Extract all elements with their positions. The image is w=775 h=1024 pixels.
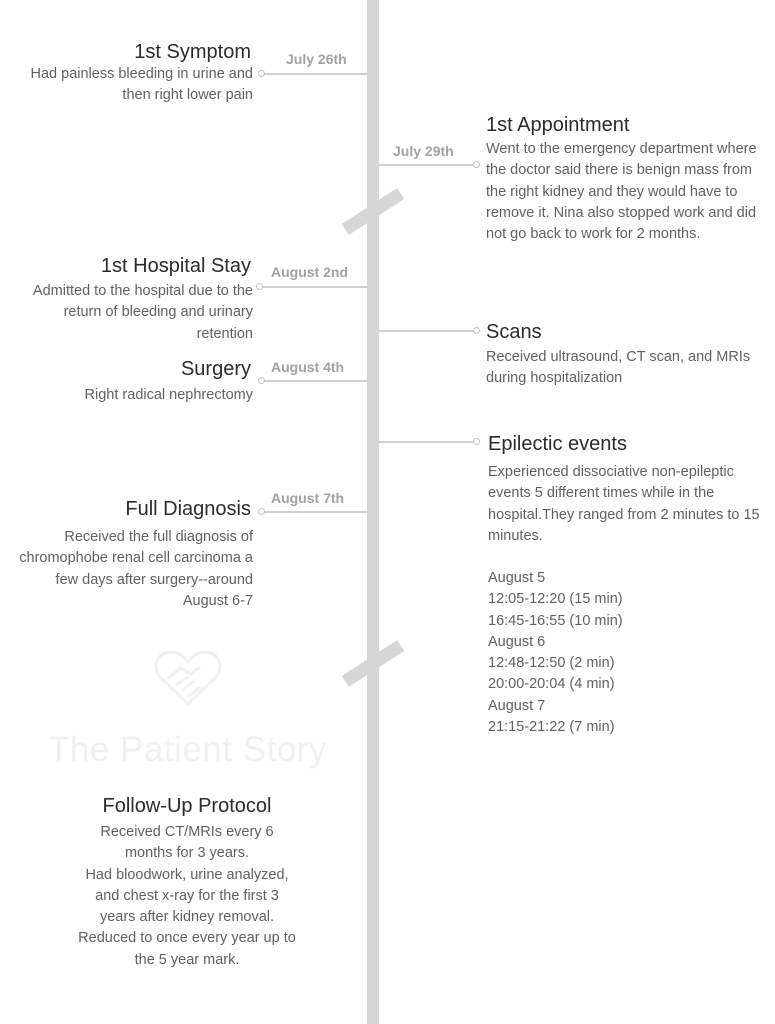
watermark <box>40 648 335 770</box>
event-connector <box>264 73 368 75</box>
event-log: August 5 12:05-12:20 (15 min) 16:45-16:55 (10 min) August 6 12:48-12:50 (2 min) 20:00-20:04 (4 min) August 7 21:15-21:22 (7 min) <box>488 570 623 736</box>
event-description: Had painless bleeding in urine and then right lower pain <box>30 66 253 104</box>
event-title: Scans <box>486 321 542 343</box>
event-date: August 4th <box>271 359 345 375</box>
event-title: Full Diagnosis <box>125 498 251 520</box>
event-title: 1st Hospital Stay <box>100 255 251 277</box>
heart-handshake-icon <box>153 648 223 708</box>
event-connector <box>262 286 368 288</box>
event-title: 1st Appointment <box>486 114 630 136</box>
event-description: Admitted to the hospital due to the return of bleeding and urinary retention <box>32 283 253 342</box>
timeline-axis <box>367 0 379 1024</box>
event-marker <box>256 283 263 290</box>
event-date: July 26th <box>286 51 347 67</box>
event-date: July 29th <box>393 143 454 159</box>
event-marker <box>473 438 480 445</box>
event-description: Received CT/MRIs every 6 months for 3 years. Had bloodwork, urine analyzed, and chest x-ray for the first 3 years after kidney removal. Reduced to once every year up to the 5 year mark. <box>78 824 296 968</box>
event-title: Epilectic events <box>488 433 627 455</box>
event-connector <box>379 330 475 332</box>
event-connector <box>264 380 368 382</box>
event-title: Surgery <box>180 358 251 380</box>
event-connector <box>379 441 475 443</box>
event-marker <box>258 70 265 77</box>
event-description: Went to the emergency department where the doctor said there is benign mass from the right kidney and they would have to remove it. Nina also stopped work and did not go back to work for 2 months. <box>486 141 757 243</box>
watermark-text: The Patient Story <box>48 730 327 769</box>
event-date: August 2nd <box>271 264 348 280</box>
event-description: Right radical nephrectomy <box>84 387 253 403</box>
event-date: August 7th <box>271 490 345 506</box>
event-connector <box>264 511 368 513</box>
event-title: Follow-Up Protocol <box>102 795 272 817</box>
event-title: 1st Symptom <box>134 41 251 63</box>
event-marker <box>258 377 265 384</box>
event-marker <box>258 508 265 515</box>
event-marker <box>473 161 480 168</box>
event-description: Experienced dissociative non-epileptic events 5 different times while in the hospital.They ranged from 2 minutes to 15 minutes. <box>488 464 760 544</box>
event-connector <box>379 164 475 166</box>
event-description: Received ultrasound, CT scan, and MRIs during hospitalization <box>486 349 751 387</box>
event-description: Received the full diagnosis of chromophobe renal cell carcinoma a few days after surgery--around August 6-7 <box>19 529 253 609</box>
event-marker <box>473 327 480 334</box>
